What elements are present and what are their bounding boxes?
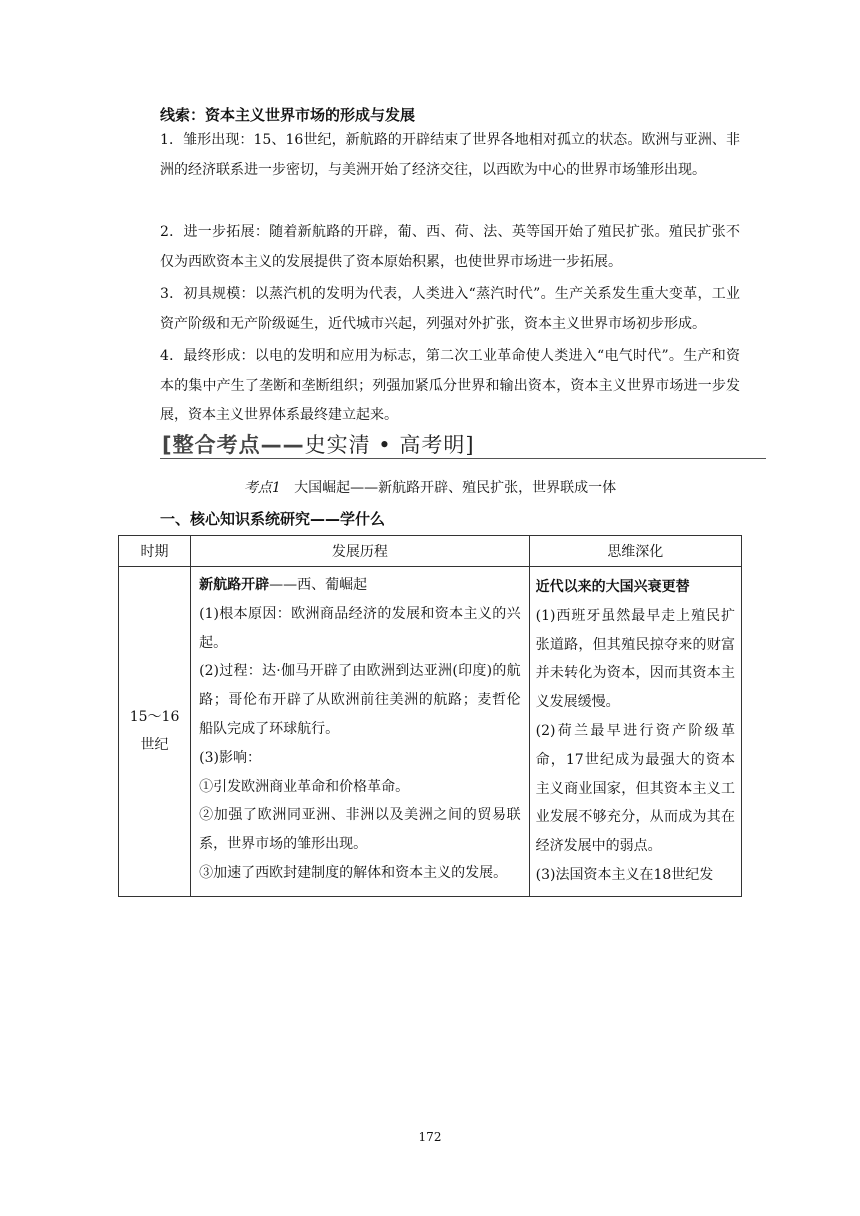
thinking-item-2: (2)荷兰最早进行资产阶级革命，17世纪成为最强大的资本主义商业国家，但其资本主义工业发展不够充分，从而成为其在经济发展中的弱点。	[535, 722, 735, 855]
development-item-3: (3)影响：	[199, 749, 261, 766]
table-header-row	[119, 536, 742, 567]
period-cell	[119, 567, 191, 897]
section-banner	[160, 429, 766, 459]
clue-paragraph-2: 2．进一步拓展：随着新航路的开辟，葡、西、荷、法、英等国开始了殖民扩张。殖民扩张不仅为西欧资本主义的发展提供了资本原始积累，也使世界市场进一步拓展。	[160, 224, 740, 270]
development-item-2: (2)过程：达·伽马开辟了由欧洲到达亚洲(印度)的航路；哥伦布开辟了从欧洲前往美洲的航路；麦哲伦船队完成了环球航行。	[199, 663, 521, 737]
period-line-2: 世纪	[140, 737, 169, 754]
development-heading	[199, 571, 521, 600]
section-one-heading: 一、核心知识系统研究——学什么	[160, 510, 386, 528]
header-development: 发展历程	[191, 536, 530, 567]
table-row	[119, 567, 742, 897]
header-thinking: 思维深化	[529, 536, 741, 567]
thinking-item-3: (3)法国资本主义在18世纪发	[535, 866, 714, 883]
knowledge-table	[118, 535, 742, 897]
kaodian-title: 大国崛起——新航路开辟、殖民扩张，世界联成一体	[294, 480, 617, 496]
thinking-cell	[529, 567, 741, 897]
clue-paragraph-4: 4．最终形成：以电的发明和应用为标志，第二次工业革命使人类进入“电气时代”。生产和资本的集中产生了垄断和垄断组织；列强加紧瓜分世界和输出资本，资本主义世界市场进一步发展，资本主义世界体系最终建立起来。	[160, 348, 740, 423]
banner-underline	[160, 458, 766, 459]
banner-bold-part: [整合考点——	[162, 433, 305, 457]
period-line-1: 15～16	[129, 709, 180, 726]
kaodian-label: 考点1	[243, 480, 281, 496]
thinking-title: 近代以来的大国兴衰更替	[535, 579, 690, 595]
clue-paragraph-1: 1．雏形出现：15、16世纪，新航路的开辟结束了世界各地相对孤立的状态。欧洲与亚洲、非洲的经济联系进一步密切，与美洲开始了经济交往，以西欧为中心的世界市场雏形出现。	[160, 132, 740, 178]
banner-normal-part: 史实清 • 高考明]	[304, 433, 475, 457]
development-cell	[191, 567, 530, 897]
header-period: 时期	[119, 536, 191, 567]
development-title-suffix: ——西、葡崛起	[269, 577, 368, 593]
kaodian-heading	[0, 477, 860, 497]
development-item-5: ②加强了欧洲同亚洲、非洲以及美洲之间的贸易联系，世界市场的雏形出现。	[199, 807, 521, 853]
thinking-item-1: (1)西班牙虽然最早走上殖民扩张道路，但其殖民掠夺来的财富并未转化为资本，因而其资本主义发展缓慢。	[535, 607, 735, 711]
development-item-4: ①引发欧洲商业革命和价格革命。	[199, 778, 410, 795]
page-number: 172	[418, 1130, 442, 1144]
development-item-1: (1)根本原因：欧洲商品经济的发展和资本主义的兴起。	[199, 605, 521, 651]
banner-text	[162, 429, 475, 459]
development-item-6: ③加速了西欧封建制度的解体和资本主义的发展。	[199, 864, 508, 881]
development-title: 新航路开辟	[199, 577, 270, 593]
clue-title: 线索：资本主义世界市场的形成与发展	[160, 106, 416, 124]
clue-paragraph-3: 3．初具规模：以蒸汽机的发明为代表，人类进入“蒸汽时代”。生产关系发生重大变革，工业资产阶级和无产阶级诞生，近代城市兴起，列强对外扩张，资本主义世界市场初步形成。	[160, 286, 740, 332]
